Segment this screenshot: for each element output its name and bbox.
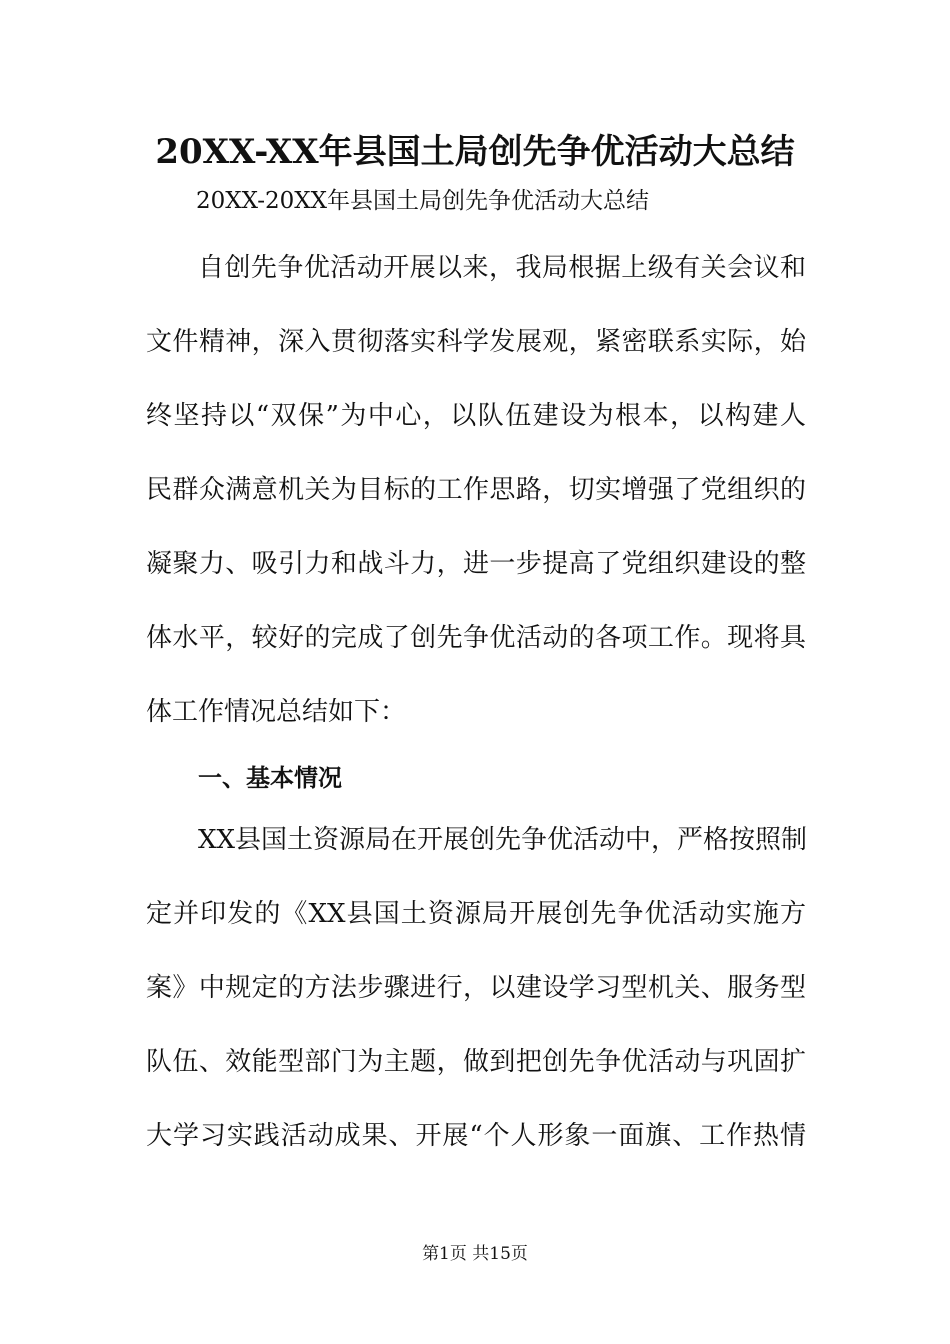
- paragraph-line: 自创先争优活动开展以来，我局根据上级有关会议和: [198, 253, 806, 283]
- paragraph-line: 文件精神，深入贯彻落实科学发展观，紧密联系实际，始: [146, 327, 806, 357]
- paragraph-line: 队伍、效能型部门为主题，做到把创先争优活动与巩固扩: [146, 1047, 806, 1077]
- document-title: 20XX-XX年县国土局创先争优活动大总结: [155, 132, 795, 172]
- paragraph-line: 民群众满意机关为目标的工作思路，切实增强了党组织的: [146, 475, 806, 505]
- paragraph-line: 大学习实践活动成果、开展“个人形象一面旗、工作热情: [146, 1121, 806, 1151]
- paragraph-line: XX县国土资源局在开展创先争优活动中，严格按照制: [198, 825, 808, 855]
- paragraph-line: 定并印发的《XX县国土资源局开展创先争优活动实施方: [146, 899, 806, 929]
- paragraph-line: 凝聚力、吸引力和战斗力，进一步提高了党组织建设的整: [146, 549, 806, 579]
- section-heading: 一、基本情况: [198, 764, 342, 792]
- paragraph-line: 终坚持以“双保”为中心，以队伍建设为根本，以构建人: [146, 401, 806, 431]
- paragraph-line: 案》中规定的方法步骤进行，以建设学习型机关、服务型: [146, 973, 806, 1003]
- paragraph-line: 体水平，较好的完成了创先争优活动的各项工作。现将具: [146, 623, 806, 653]
- document-subtitle: 20XX-20XX年县国土局创先争优活动大总结: [196, 188, 649, 214]
- paragraph-line: 体工作情况总结如下：: [146, 697, 407, 727]
- page-number-footer: 第1页 共15页: [422, 1244, 528, 1264]
